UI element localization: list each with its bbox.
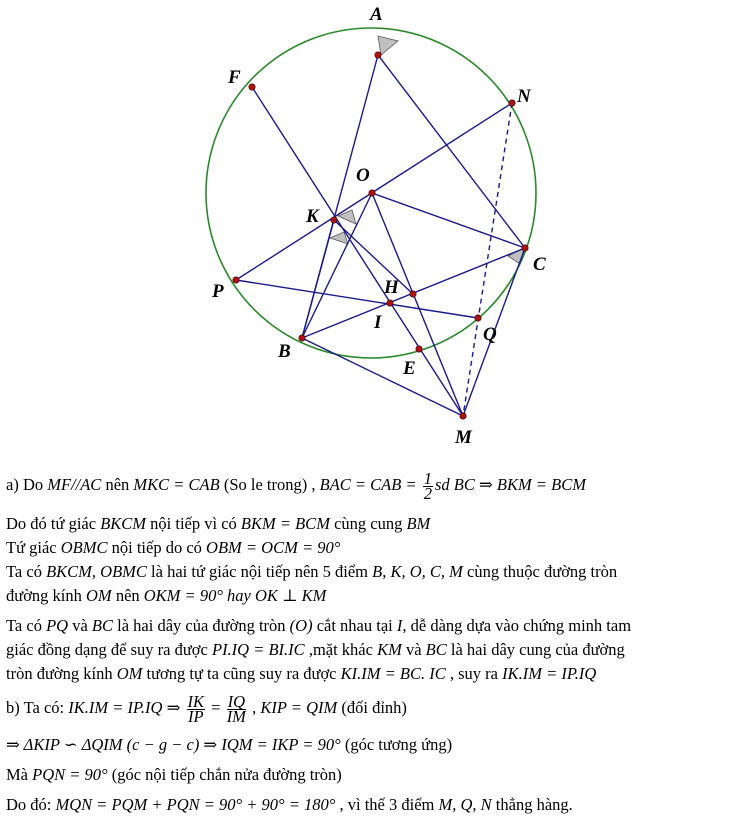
line-12: Do đó: MQN = PQM + PQN = 90° + 90° = 180° , vì thế 3 điểm M, Q, N thẳng hàng. — [6, 795, 573, 814]
line-7: giác đồng dạng để suy ra được PI.IQ = BI.IC ,mặt khác KM và BC là hai dây cung của đường — [6, 640, 625, 659]
solution-text — [6, 462, 740, 820]
line-b: b) Ta có: IK.IM = IP.IQ ⇒ $\frac{IK}{IP}$ = $\frac{IQ}{IM}$ , KIP = QIM (đối đỉnh) — [6, 691, 407, 726]
line-3: Tứ giác OBMC nội tiếp do có OBM = OCM = 90° — [6, 538, 341, 557]
label-b: B — [278, 341, 291, 362]
figure-points — [233, 52, 528, 419]
line-a: a) Do MF//AC nên MKC = CAB (So le trong) , BAC = CAB = $\frac{1}{2}$ sd BC ⇒ BKM = BCM — [6, 468, 586, 503]
label-e: E — [403, 358, 416, 379]
label-a: A — [370, 4, 383, 25]
line-11: Mà PQN = 90° (góc nội tiếp chắn nửa đường tròn) — [6, 765, 342, 784]
label-o: O — [356, 165, 370, 186]
angle-mark-a — [378, 36, 398, 55]
line-10: ⇒ ΔKIP ∽ ΔQIM (c − g − c) ⇒ IQM = IKP = 90° (góc tương ứng) — [6, 735, 453, 754]
label-n: N — [517, 86, 531, 107]
angle-mark-k2 — [330, 232, 348, 244]
fraction-ik-ip: $\frac{IK}{IP}$ — [187, 691, 205, 726]
label-i: I — [374, 312, 382, 333]
line-5: đường kính OM nên OKM = 90° hay OK ⊥ KM — [6, 586, 327, 605]
label-h: H — [384, 277, 399, 298]
fraction-half: $\frac{1}{2}$ — [423, 468, 432, 503]
label-p: P — [212, 281, 224, 302]
label-m: M — [455, 427, 472, 448]
fraction-iq-im: $\frac{IQ}{IM}$ — [226, 691, 246, 726]
line-8: tròn đường kính OM tương tự ta cũng suy ra được KI.IM = BC. IC , suy ra IK.IM = IP.IQ — [6, 664, 597, 683]
line-6: Ta có PQ và BC là hai dây của đường tròn (O) cắt nhau tại I, dễ dàng dựa vào chứng minh tam — [6, 616, 632, 635]
label-k: K — [306, 206, 319, 227]
line-2: Do đó tứ giác BKCM nội tiếp vì có BKM = BCM cùng cung BM — [6, 514, 431, 533]
label-c: C — [533, 254, 546, 275]
line-4: Ta có BKCM, OBMC là hai tứ giác nội tiếp nên 5 điểm B, K, O, C, M cùng thuộc đường tròn — [6, 562, 618, 581]
label-f: F — [228, 67, 241, 88]
label-q: Q — [483, 324, 497, 345]
